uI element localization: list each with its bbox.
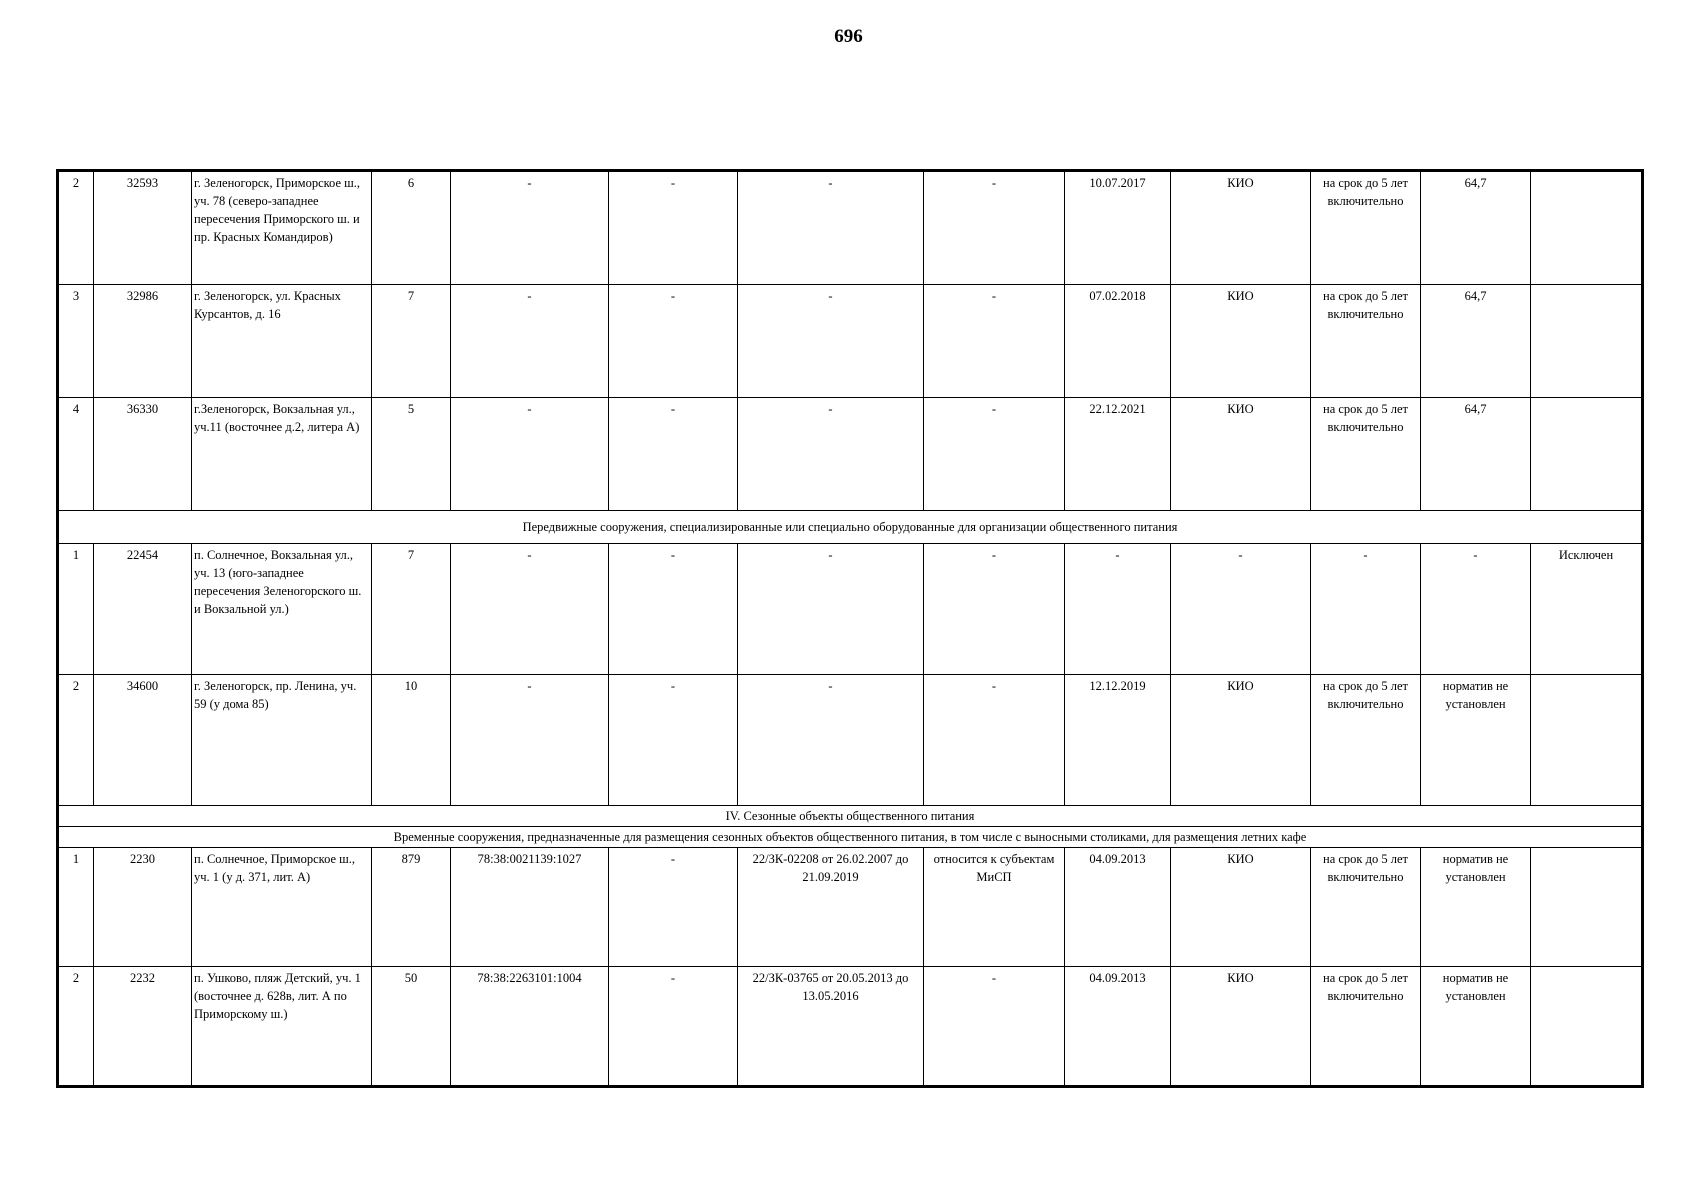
table-row [59,848,1642,967]
address: п. Ушково, пляж Детский, уч. 1 (восточнее д. 628в, лит. А по Приморскому ш.) [192,967,372,1086]
area: 6 [372,172,451,285]
cadastral-number: - [451,544,609,675]
smsp: - [924,675,1065,806]
object-id: 32593 [94,172,192,285]
organization: КИО [1171,172,1311,285]
organization: - [1171,544,1311,675]
note: Исключен [1531,544,1642,675]
organization: КИО [1171,848,1311,967]
table-row [59,172,1642,285]
object-id: 36330 [94,398,192,511]
table-row [59,967,1642,1086]
note [1531,398,1642,511]
lease-info: - [738,398,924,511]
row-number: 2 [59,172,94,285]
column-6: - [609,285,738,398]
cadastral-number: - [451,398,609,511]
row-number: 4 [59,398,94,511]
price: 64,7 [1421,398,1531,511]
object-id: 2232 [94,967,192,1086]
column-6: - [609,544,738,675]
lease-info: - [738,285,924,398]
note [1531,967,1642,1086]
table-row [59,544,1642,675]
area: 7 [372,544,451,675]
address: п. Солнечное, Приморское ш., уч. 1 (у д. 371, лит. А) [192,848,372,967]
note [1531,848,1642,967]
term: на срок до 5 лет включительно [1311,172,1421,285]
table-row [59,675,1642,806]
section-title-mobile: Передвижные сооружения, специализированные или специально оборудованные для организации общественного питания [59,511,1642,544]
term: на срок до 5 лет включительно [1311,848,1421,967]
term: на срок до 5 лет включительно [1311,967,1421,1086]
object-id: 2230 [94,848,192,967]
row-number: 2 [59,967,94,1086]
row-number: 3 [59,285,94,398]
area: 7 [372,285,451,398]
note [1531,675,1642,806]
column-6: - [609,675,738,806]
object-id: 34600 [94,675,192,806]
address: г.Зеленогорск, Вокзальная ул., уч.11 (восточнее д.2, литера А) [192,398,372,511]
area: 5 [372,398,451,511]
date: - [1065,544,1171,675]
date: 04.09.2013 [1065,848,1171,967]
address: г. Зеленогорск, Приморское ш., уч. 78 (северо-западнее пересечения Приморского ш. и пр. Красных Командиров) [192,172,372,285]
address: п. Солнечное, Вокзальная ул., уч. 13 (юго-западнее пересечения Зеленогорского ш. и Вокзальной ул.) [192,544,372,675]
term: на срок до 5 лет включительно [1311,675,1421,806]
section-title-seasonal: IV. Сезонные объекты общественного питания [59,806,1642,827]
date: 04.09.2013 [1065,967,1171,1086]
area: 879 [372,848,451,967]
address: г. Зеленогорск, ул. Красных Курсантов, д. 16 [192,285,372,398]
row-number: 1 [59,544,94,675]
term: - [1311,544,1421,675]
term: на срок до 5 лет включительно [1311,398,1421,511]
section-title-temporary: Временные сооружения, предназначенные для размещения сезонных объектов общественного питания, в том числе с выносными столиками, для размещения летних кафе [59,827,1642,848]
date: 07.02.2018 [1065,285,1171,398]
organization: КИО [1171,967,1311,1086]
cadastral-number: - [451,285,609,398]
smsp: - [924,398,1065,511]
cadastral-number: - [451,675,609,806]
section-row [59,827,1642,848]
section-row [59,511,1642,544]
column-6: - [609,172,738,285]
term: на срок до 5 лет включительно [1311,285,1421,398]
price: норматив не установлен [1421,848,1531,967]
cadastral-number: 78:38:0021139:1027 [451,848,609,967]
row-number: 2 [59,675,94,806]
organization: КИО [1171,285,1311,398]
area: 10 [372,675,451,806]
price: 64,7 [1421,172,1531,285]
smsp: относится к субъектам МиСП [924,848,1065,967]
organization: КИО [1171,675,1311,806]
lease-info: - [738,675,924,806]
section-row [59,806,1642,827]
address: г. Зеленогорск, пр. Ленина, уч. 59 (у дома 85) [192,675,372,806]
table-row [59,285,1642,398]
smsp: - [924,544,1065,675]
price: 64,7 [1421,285,1531,398]
smsp: - [924,967,1065,1086]
price: норматив не установлен [1421,967,1531,1086]
price: норматив не установлен [1421,675,1531,806]
row-number: 1 [59,848,94,967]
cadastral-number: - [451,172,609,285]
area: 50 [372,967,451,1086]
lease-info: 22/ЗК-03765 от 20.05.2013 до 13.05.2016 [738,967,924,1086]
date: 12.12.2019 [1065,675,1171,806]
smsp: - [924,285,1065,398]
lease-info: - [738,544,924,675]
cadastral-number: 78:38:2263101:1004 [451,967,609,1086]
lease-info: 22/ЗК-02208 от 26.02.2007 до 21.09.2019 [738,848,924,967]
page-number: 696 [834,26,863,47]
object-id: 22454 [94,544,192,675]
column-6: - [609,398,738,511]
note [1531,285,1642,398]
date: 10.07.2017 [1065,172,1171,285]
note [1531,172,1642,285]
register-table [58,171,1642,1086]
column-6: - [609,967,738,1086]
price: - [1421,544,1531,675]
object-id: 32986 [94,285,192,398]
smsp: - [924,172,1065,285]
column-6: - [609,848,738,967]
lease-info: - [738,172,924,285]
date: 22.12.2021 [1065,398,1171,511]
organization: КИО [1171,398,1311,511]
table-row [59,398,1642,511]
